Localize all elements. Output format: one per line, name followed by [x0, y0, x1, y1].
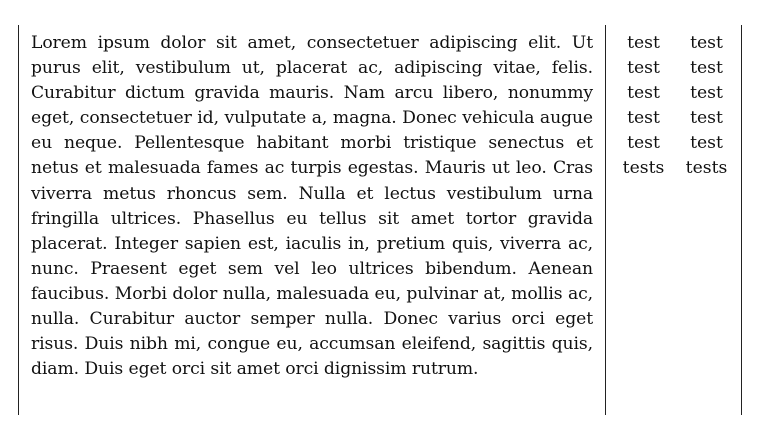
table-cell: test [690, 33, 723, 53]
table-cell: test [627, 108, 660, 129]
table-row [612, 156, 738, 181]
table-row [612, 81, 738, 106]
table-left-rule [18, 25, 19, 415]
table-cell: test [690, 133, 723, 154]
lorem-paragraph: Lorem ipsum dolor sit amet, consectetuer adipiscing elit. Ut purus elit, vestibulum ut, placerat ac, adipiscing vitae, felis. Curabitur dictum gravida mauris. Nam arcu libero, nonummy eget, consectetuer id, vulputate a, magna. Donec vehicula augue eu neque. Pellentesque habitant morbi tristique senectus et netus et malesuada fames ac turpis egestas. Mauris ut leo. Cras viverra metus rhoncus sem. Nulla et lectus vestibulum urna fringilla ultrices. Phasellus eu tellus sit amet tortor gravida placerat. Integer sapien est, iaculis in, pretium quis, viverra ac, nunc. Praesent eget sem vel leo ultrices bibendum. Aenean faucibus. Morbi dolor nulla, malesuada eu, pulvinar at, mollis ac, nulla. Curabitur auctor semper nulla. Donec varius orci eget risus. Duis nibh mi, congue eu, accumsan eleifend, sagittis quis, diam. Duis eget orci sit amet orci dignissim rutrum. [31, 33, 593, 380]
table-row [612, 31, 738, 56]
table-row [612, 131, 738, 156]
table-right-rule [741, 25, 742, 415]
table-cell: test [627, 83, 660, 104]
table-cell: tests [622, 158, 665, 179]
table-cell: test [690, 108, 723, 129]
table-cell: test [690, 58, 723, 79]
test-grid [612, 31, 738, 182]
table-middle-rule [605, 25, 606, 415]
table-cell: test [627, 33, 660, 53]
table-cell: test [690, 83, 723, 104]
table-row [612, 56, 738, 81]
table-cell: test [627, 133, 660, 154]
table-cell: test [627, 58, 660, 79]
paragraph-cell [31, 31, 593, 382]
table-row [612, 106, 738, 131]
table-cell: tests [685, 158, 728, 179]
